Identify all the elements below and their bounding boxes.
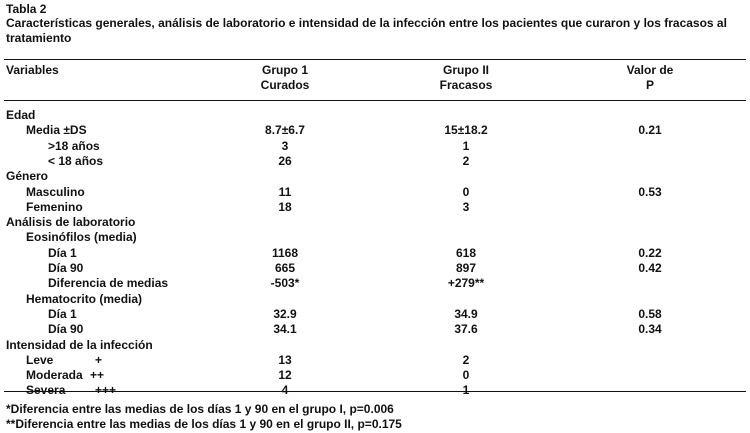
cell-group1: 1168 <box>271 246 299 260</box>
row-label: Masculino <box>26 185 85 199</box>
cell-group1: 3 <box>281 139 289 153</box>
header-p-line2: P <box>645 78 654 92</box>
header-group2-line1: Grupo II <box>443 63 489 77</box>
cell-group2: 2 <box>462 154 470 168</box>
header-rule <box>4 100 746 101</box>
cell-group1: 4 <box>281 383 289 397</box>
row-label: Media ±DS <box>26 123 87 137</box>
cell-p-value: 0.34 <box>638 322 662 336</box>
row-label: Moderada <box>26 368 83 382</box>
cell-group2: 34.9 <box>454 307 478 321</box>
row-label: Día 90 <box>48 261 84 275</box>
row-label: Hematocrito (media) <box>26 292 143 306</box>
cell-group1: 18 <box>278 200 292 214</box>
header-variables: Variables <box>6 63 59 77</box>
cell-group2: 0 <box>462 368 470 382</box>
cell-group2: 3 <box>462 200 470 214</box>
row-label: Leve <box>26 353 54 367</box>
header-p-line1: Valor de <box>626 63 674 77</box>
intensity-marker: + <box>95 353 103 367</box>
row-label: Día 1 <box>48 307 77 321</box>
row-label: Día 90 <box>48 322 84 336</box>
cell-p-value: 0.21 <box>638 123 662 137</box>
row-label: Análisis de laboratorio <box>6 215 136 229</box>
row-label: Eosinófilos (media) <box>26 230 137 244</box>
bottom-rule <box>4 391 746 392</box>
row-label: Femenino <box>26 200 83 214</box>
cell-group2: 37.6 <box>454 322 478 336</box>
cell-p-value: 0.42 <box>638 261 662 275</box>
cell-group2: 1 <box>462 383 470 397</box>
cell-group1: 8.7±6.7 <box>265 123 305 137</box>
cell-group1: 26 <box>278 154 292 168</box>
top-rule <box>4 59 746 60</box>
cell-group2: 15±18.2 <box>444 123 488 137</box>
intensity-marker: ++ <box>90 368 105 382</box>
cell-group2: 618 <box>455 246 477 260</box>
row-label: Diferencia de medias <box>48 276 169 290</box>
row-label: Severa <box>26 383 66 397</box>
row-label: < 18 años <box>48 154 104 168</box>
cell-group1: 34.1 <box>273 322 297 336</box>
row-label: Género <box>6 169 49 183</box>
footnote: **Diferencia entre las medias de los días 1 y 90 en el grupo II, p=0.175 <box>6 417 402 431</box>
cell-group2: 2 <box>462 353 470 367</box>
row-label: Edad <box>6 108 36 122</box>
header-group1-line2: Curados <box>260 78 310 92</box>
row-label: Intensidad de la infección <box>6 338 153 352</box>
table-label: Tabla 2 <box>6 2 47 16</box>
table-caption: Características generales, análisis de laboratorio e intensidad de la infección entre los pacientes que curaron y los fracasos al tratamiento <box>6 16 727 45</box>
footnote: *Diferencia entre las medias de los días 1 y 90 en el grupo I, p=0.006 <box>6 402 394 416</box>
cell-group1: 11 <box>278 185 292 199</box>
cell-group1: 665 <box>274 261 296 275</box>
header-group2-line2: Fracasos <box>439 78 493 92</box>
cell-group1: 12 <box>278 368 292 382</box>
cell-p-value: 0.58 <box>638 307 662 321</box>
intensity-marker: +++ <box>95 383 117 397</box>
row-label: Día 1 <box>48 246 77 260</box>
cell-group2: 1 <box>462 139 470 153</box>
cell-p-value: 0.22 <box>638 246 662 260</box>
header-group1-line1: Grupo 1 <box>261 63 308 77</box>
cell-group1: 13 <box>278 353 292 367</box>
row-label: >18 años <box>48 139 100 153</box>
cell-group2: 0 <box>462 185 470 199</box>
cell-group1: -503* <box>270 276 300 290</box>
cell-p-value: 0.53 <box>638 185 662 199</box>
cell-group2: +279** <box>447 276 485 290</box>
cell-group2: 897 <box>455 261 477 275</box>
cell-group1: 32.9 <box>273 307 297 321</box>
